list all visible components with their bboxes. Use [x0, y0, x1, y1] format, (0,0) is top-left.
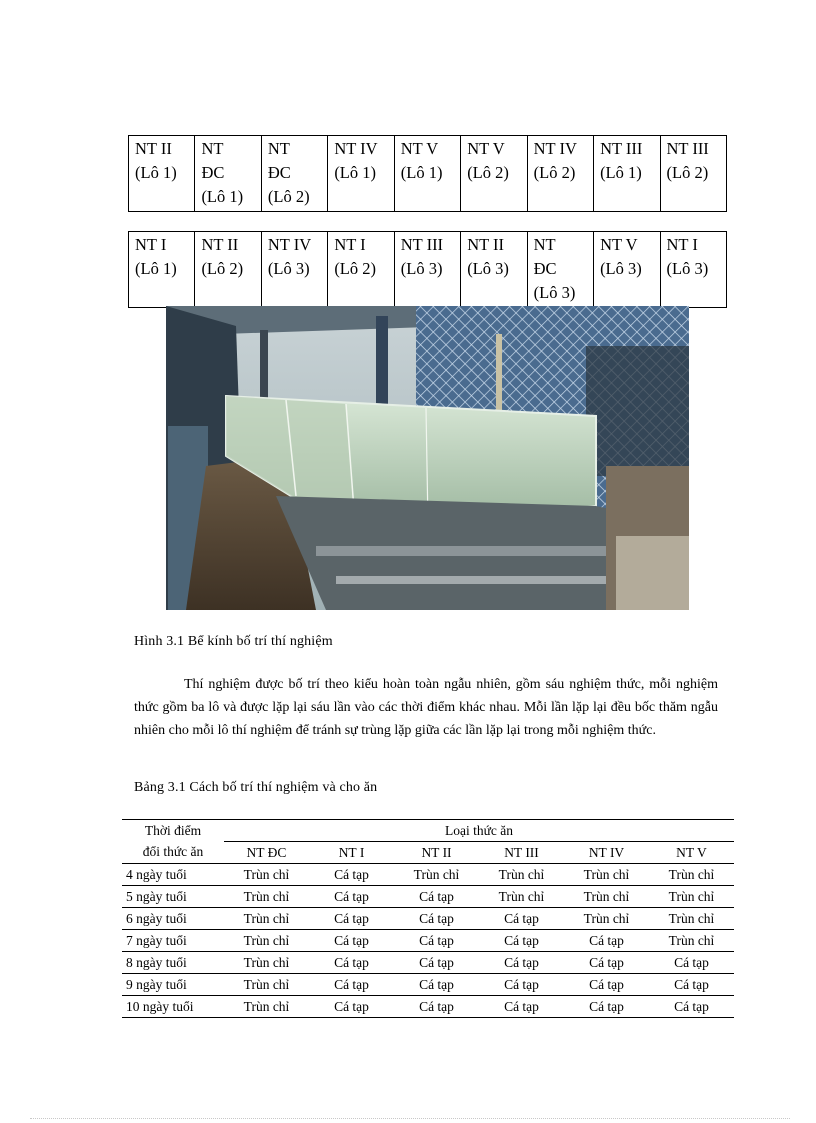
feed-cell: Trùn chỉ	[224, 930, 309, 952]
lot-cell	[129, 136, 195, 212]
column-header: NT IV	[564, 842, 649, 864]
row-label: 7 ngày tuổi	[122, 930, 224, 952]
lot-cell-line: NT V	[467, 139, 505, 158]
feed-cell: Trùn chỉ	[564, 908, 649, 930]
row-header-line-2: đổi thức ăn	[122, 842, 224, 864]
lot-cell-line: NT III	[666, 139, 709, 158]
figure-caption: Hình 3.1 Bể kính bố trí thí nghiệm	[134, 634, 333, 649]
feed-cell: Cá tạp	[564, 930, 649, 952]
lot-cell	[394, 232, 460, 308]
aquarium-tanks-photo	[166, 306, 689, 610]
feed-cell: Cá tạp	[309, 864, 394, 886]
lot-cell	[594, 232, 660, 308]
table-row	[122, 952, 734, 974]
feed-cell: Cá tạp	[564, 952, 649, 974]
feed-cell: Cá tạp	[649, 974, 734, 996]
lot-cell-line: NT	[533, 235, 556, 254]
lot-cell-line: NT IV	[533, 139, 577, 158]
feed-cell: Trùn chỉ	[479, 886, 564, 908]
feed-cell: Trùn chỉ	[649, 908, 734, 930]
feed-cell: Cá tạp	[394, 974, 479, 996]
lot-cell	[328, 232, 394, 308]
feed-cell: Cá tạp	[309, 908, 394, 930]
lot-cell-line: (Lô 2)	[201, 259, 244, 278]
table-row	[122, 886, 734, 908]
lot-cell-line: (Lô 1)	[600, 163, 642, 182]
lot-cell-line: (Lô 3)	[467, 259, 509, 278]
feed-cell: Cá tạp	[394, 886, 479, 908]
column-header: NT II	[394, 842, 479, 864]
lot-cell-line: (Lô 2)	[334, 259, 377, 278]
feed-cell: Cá tạp	[394, 908, 479, 930]
lot-cell-line: (Lô 3)	[400, 259, 443, 278]
page-footer-divider	[30, 1118, 790, 1119]
feed-cell: Cá tạp	[394, 930, 479, 952]
table-row	[122, 996, 734, 1018]
feed-cell: Trùn chỉ	[394, 864, 479, 886]
feed-cell: Cá tạp	[649, 996, 734, 1018]
feed-cell: Trùn chỉ	[224, 996, 309, 1018]
lot-cell-line: (Lô 1)	[135, 259, 177, 278]
feed-cell: Cá tạp	[479, 952, 564, 974]
feed-cell: Cá tạp	[309, 996, 394, 1018]
row-label: 9 ngày tuổi	[122, 974, 224, 996]
table-row	[122, 864, 734, 886]
lot-cell-line: (Lô 3)	[267, 259, 310, 278]
lot-cell-line: (Lô 3)	[533, 283, 576, 302]
row-label: 4 ngày tuổi	[122, 864, 224, 886]
lot-cell-line: NT I	[334, 235, 366, 254]
lot-cell	[261, 136, 327, 212]
lot-cell-line: (Lô 1)	[334, 163, 377, 182]
lot-cell	[195, 232, 261, 308]
lot-cell-line: NT III	[400, 235, 444, 254]
lot-layout-row-2	[128, 231, 727, 308]
lot-cell-line: NT	[267, 139, 290, 158]
feed-cell: Cá tạp	[564, 996, 649, 1018]
lot-cell-line: NT III	[600, 139, 643, 158]
feed-cell: Trùn chỉ	[224, 886, 309, 908]
lot-cell-line: NT II	[135, 139, 172, 158]
feed-cell: Cá tạp	[394, 952, 479, 974]
row-label: 10 ngày tuổi	[122, 996, 224, 1018]
lot-row	[129, 136, 727, 212]
lot-cell-line: NT I	[135, 235, 167, 254]
lot-cell-line: (Lô 2)	[467, 163, 509, 182]
feed-cell: Trùn chỉ	[224, 864, 309, 886]
lot-cell	[527, 232, 593, 308]
lot-cell	[394, 136, 460, 212]
lot-cell-line: NT IV	[334, 139, 378, 158]
lot-cell-line: ĐC	[201, 163, 225, 182]
feed-cell: Cá tạp	[564, 974, 649, 996]
lot-cell	[461, 136, 527, 212]
lot-cell-line: (Lô 3)	[600, 259, 642, 278]
lot-cell	[660, 232, 727, 308]
feed-cell: Trùn chỉ	[224, 974, 309, 996]
row-label: 5 ngày tuổi	[122, 886, 224, 908]
lot-cell-line: (Lô 1)	[201, 187, 244, 206]
lot-cell	[195, 136, 261, 212]
feed-cell: Trùn chỉ	[649, 886, 734, 908]
feed-cell: Trùn chỉ	[224, 908, 309, 930]
feed-cell: Trùn chỉ	[649, 930, 734, 952]
lot-cell	[660, 136, 727, 212]
lot-cell-line: NT V	[600, 235, 638, 254]
lot-cell	[129, 232, 195, 308]
table-row	[122, 908, 734, 930]
feed-cell: Trùn chỉ	[224, 952, 309, 974]
row-label: 8 ngày tuổi	[122, 952, 224, 974]
lot-row	[129, 232, 727, 308]
lot-cell-line: (Lô 2)	[666, 163, 709, 182]
row-label: 6 ngày tuổi	[122, 908, 224, 930]
feed-cell: Cá tạp	[394, 996, 479, 1018]
feed-cell: Trùn chỉ	[479, 864, 564, 886]
column-header: NT ĐC	[224, 842, 309, 864]
feed-cell: Cá tạp	[309, 886, 394, 908]
lot-cell-line: ĐC	[533, 259, 557, 278]
feed-cell: Cá tạp	[649, 952, 734, 974]
lot-cell-line: NT	[201, 139, 224, 158]
table-row	[122, 974, 734, 996]
lot-cell-line: NT IV	[267, 235, 312, 254]
lot-cell	[461, 232, 527, 308]
table-caption: Bảng 3.1 Cách bố trí thí nghiệm và cho ăn	[134, 780, 378, 795]
lot-cell-line: (Lô 1)	[400, 163, 443, 182]
body-paragraph: Thí nghiệm được bố trí theo kiểu hoàn toàn ngẫu nhiên, gồm sáu nghiệm thức, mỗi nghiệm thức gồm ba lô và được lặp lại sáu lần vào các thời điểm khác nhau. Mỗi lần lặp lại đều bốc thăm ngẫu nhiên cho mỗi lô thí nghiệm để tránh sự trùng lặp giữa các lần lặp lại trong mỗi nghiệm thức.	[134, 677, 718, 738]
feed-cell: Cá tạp	[479, 974, 564, 996]
lot-cell-line: NT I	[666, 235, 698, 254]
feed-cell: Cá tạp	[479, 930, 564, 952]
column-header: NT I	[309, 842, 394, 864]
feeding-schedule-table	[122, 819, 734, 1018]
lot-layout-row-1	[128, 135, 727, 212]
feed-cell: Cá tạp	[479, 996, 564, 1018]
row-header-line-1: Thời điểm	[122, 820, 224, 842]
lot-cell	[594, 136, 660, 212]
lot-cell	[527, 136, 593, 212]
feed-cell: Trùn chỉ	[649, 864, 734, 886]
lot-cell-line: (Lô 3)	[666, 259, 709, 278]
lot-cell-line: (Lô 1)	[135, 163, 177, 182]
group-header: Loại thức ăn	[224, 820, 734, 842]
column-header: NT V	[649, 842, 734, 864]
column-header: NT III	[479, 842, 564, 864]
lot-cell-line: NT V	[400, 139, 439, 158]
table-row	[122, 930, 734, 952]
feed-cell: Cá tạp	[309, 952, 394, 974]
feed-cell: Trùn chỉ	[564, 886, 649, 908]
lot-cell	[261, 232, 327, 308]
lot-cell	[328, 136, 394, 212]
feed-cell: Cá tạp	[309, 930, 394, 952]
lot-cell-line: (Lô 2)	[533, 163, 576, 182]
lot-cell-line: ĐC	[267, 163, 291, 182]
feed-cell: Cá tạp	[479, 908, 564, 930]
lot-cell-line: NT II	[467, 235, 504, 254]
feed-cell: Trùn chỉ	[564, 864, 649, 886]
lot-cell-line: NT II	[201, 235, 239, 254]
lot-cell-line: (Lô 2)	[267, 187, 310, 206]
feed-cell: Cá tạp	[309, 974, 394, 996]
